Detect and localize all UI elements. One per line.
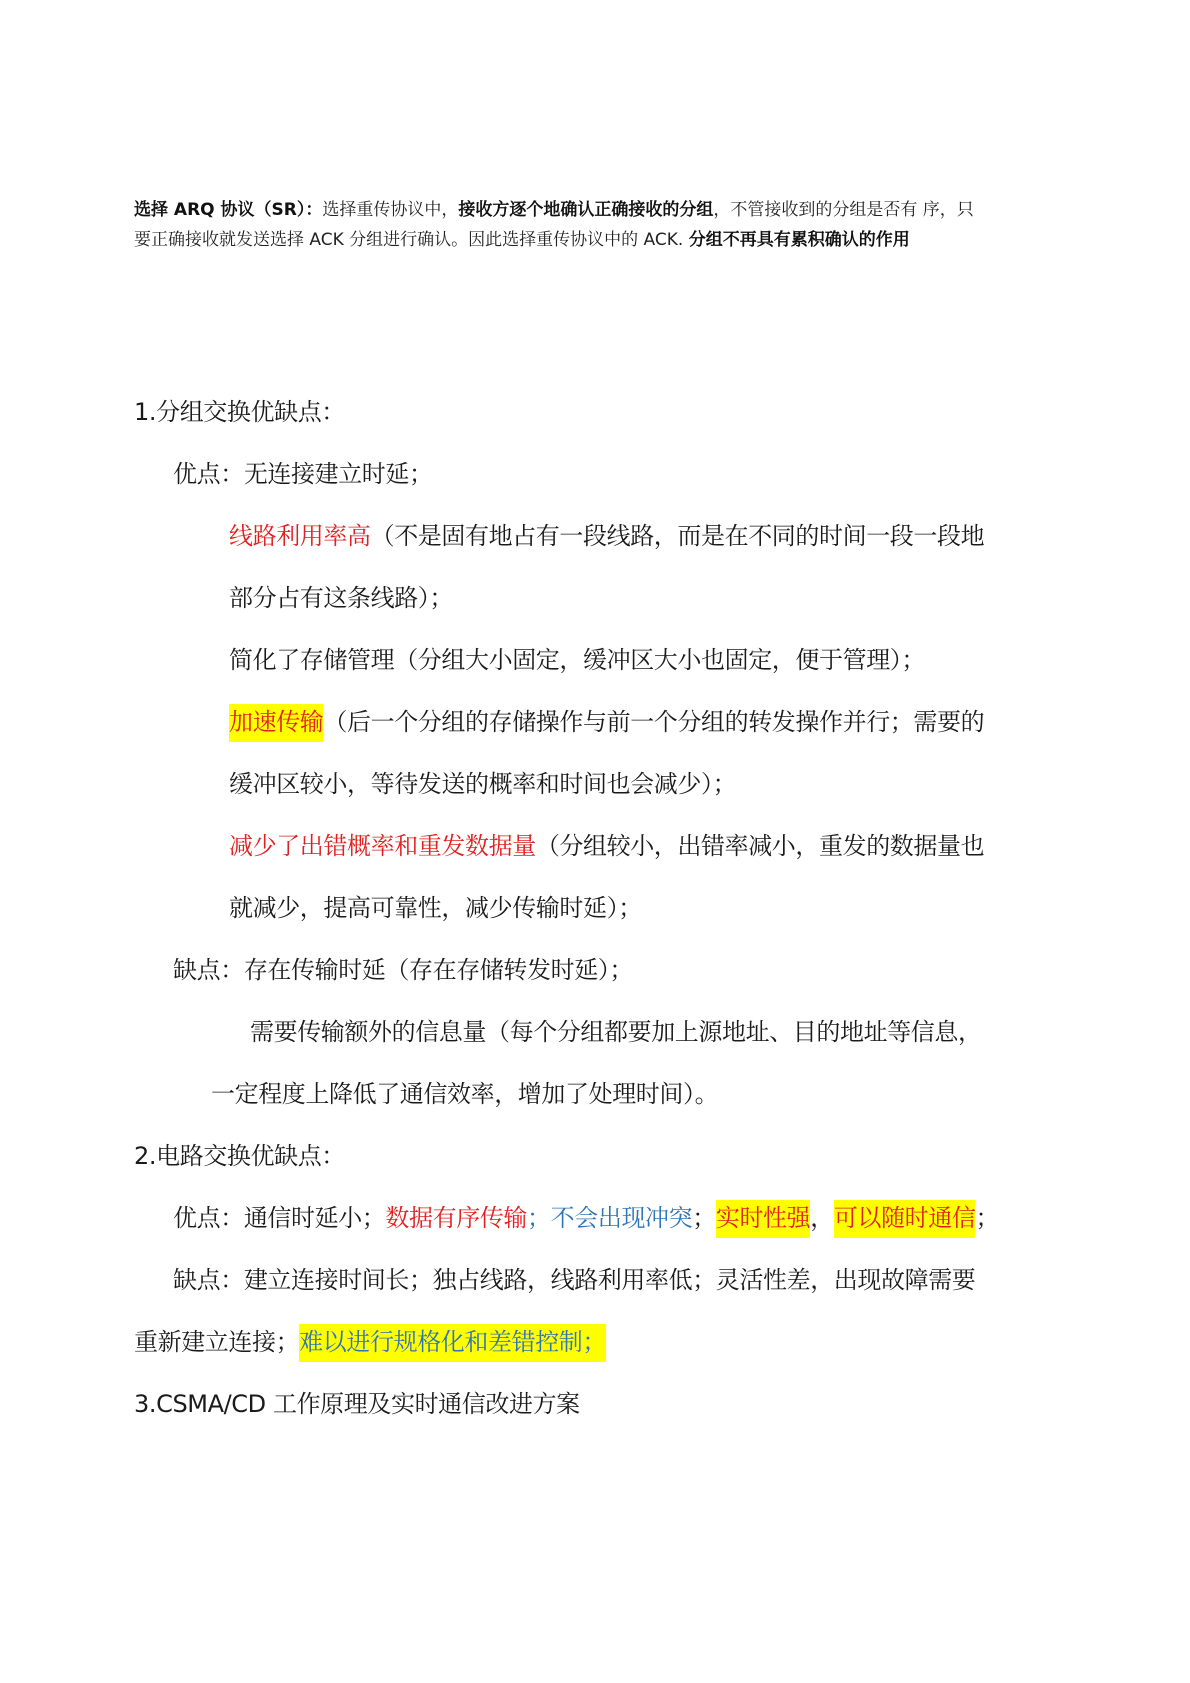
explanation: （后一个分组的存储操作与前一个分组的转发操作并行；需要的 bbox=[323, 708, 985, 736]
arq-bold-text: 分组不再具有累积确认的作用 bbox=[688, 230, 910, 250]
s2-disadvantages-line bbox=[173, 1263, 975, 1297]
key-point-red: 线路利用率高 bbox=[229, 522, 371, 550]
section-title: 工作原理及实时通信改进方案 bbox=[265, 1390, 580, 1418]
s1-dis-2-cont: 一定程度上降低了通信效率，增加了处理时间）。 bbox=[211, 1080, 719, 1108]
disadvantage-item: 存在传输时延（存在存储转发时延）； bbox=[243, 956, 634, 984]
arq-heading: 选择 ARQ 协议（SR）： bbox=[134, 200, 323, 220]
advantage-item: 无连接建立时延； bbox=[243, 460, 433, 488]
s1-dis-2: 需要传输额外的信息量（每个分组都要加上源地址、目的地址等信息， bbox=[250, 1018, 982, 1046]
s1-adv-1-cont: 部分占有这条线路）； bbox=[229, 584, 453, 612]
disadvantage-item: 建立连接时间长；独占线路，线路利用率低；灵活性差，出现故障需要 bbox=[243, 1266, 976, 1294]
s2-advantages-line bbox=[173, 1201, 999, 1235]
separator: ； bbox=[975, 1204, 1000, 1232]
s1-disadvantages-line bbox=[173, 953, 633, 987]
separator: ， bbox=[810, 1204, 834, 1232]
s1-adv-4 bbox=[229, 829, 984, 863]
s2-disadvantages-cont bbox=[134, 1325, 606, 1359]
section-2-heading bbox=[134, 1139, 345, 1173]
arq-line-2 bbox=[134, 228, 910, 252]
s1-adv-3-cont: 缓冲区较小，等待发送的概率和时间也会减少）； bbox=[229, 770, 737, 798]
advantages-label: 优点： bbox=[173, 460, 244, 488]
advantage-highlighted: 实时性强 bbox=[716, 1200, 810, 1238]
s1-adv-2: 简化了存储管理（分组大小固定，缓冲区大小也固定，便于管理）； bbox=[229, 646, 925, 674]
separator: ； bbox=[527, 1204, 551, 1232]
s1-advantages-line bbox=[173, 457, 433, 491]
section-title: 分组交换优缺点： bbox=[156, 398, 345, 426]
s1-adv-4-cont: 就减少，提高可靠性，减少传输时延）； bbox=[229, 894, 642, 922]
disadvantages-label: 缺点： bbox=[173, 956, 244, 984]
key-point-red: 减少了出错概率和重发数据量 bbox=[229, 832, 536, 860]
arq-text: 选择重传协议中， bbox=[322, 200, 459, 220]
advantage-blue: 不会出现冲突 bbox=[550, 1204, 693, 1232]
disadvantage-item: 重新建立连接； bbox=[134, 1328, 300, 1356]
advantage-highlighted: 可以随时通信 bbox=[834, 1200, 976, 1238]
section-number: 1. bbox=[134, 398, 157, 426]
explanation: （分组较小，出错率减小，重发的数据量也 bbox=[535, 832, 985, 860]
section-3-heading bbox=[134, 1387, 580, 1421]
section-number: 2. bbox=[134, 1142, 157, 1170]
arq-line-1 bbox=[134, 198, 974, 222]
advantages-label: 优点： bbox=[173, 1204, 244, 1232]
arq-text: ，不管接收到的分组是否有 序，只 bbox=[713, 200, 974, 220]
disadvantages-label: 缺点： bbox=[173, 1266, 244, 1294]
section-number: 3.CSMA/CD bbox=[134, 1390, 266, 1418]
section-1-heading bbox=[134, 395, 345, 429]
advantage-item: 通信时延小； bbox=[243, 1204, 386, 1232]
explanation: （不是固有地占有一段线路，而是在不同的时间一段一段地 bbox=[370, 522, 985, 550]
separator: ； bbox=[692, 1204, 716, 1232]
section-title: 电路交换优缺点： bbox=[156, 1142, 345, 1170]
s1-adv-1 bbox=[229, 519, 984, 553]
arq-text: 要正确接收就发送选择 ACK 分组进行确认。因此选择重传协议中的 ACK. bbox=[134, 230, 689, 250]
disadvantage-highlighted: 难以进行规格化和差错控制； bbox=[299, 1324, 606, 1362]
s1-adv-3 bbox=[229, 705, 984, 739]
advantage-red: 数据有序传输 bbox=[385, 1204, 528, 1232]
key-point-highlighted: 加速传输 bbox=[229, 704, 323, 742]
arq-bold-text: 接收方逐个地确认正确接收的分组 bbox=[458, 200, 714, 220]
